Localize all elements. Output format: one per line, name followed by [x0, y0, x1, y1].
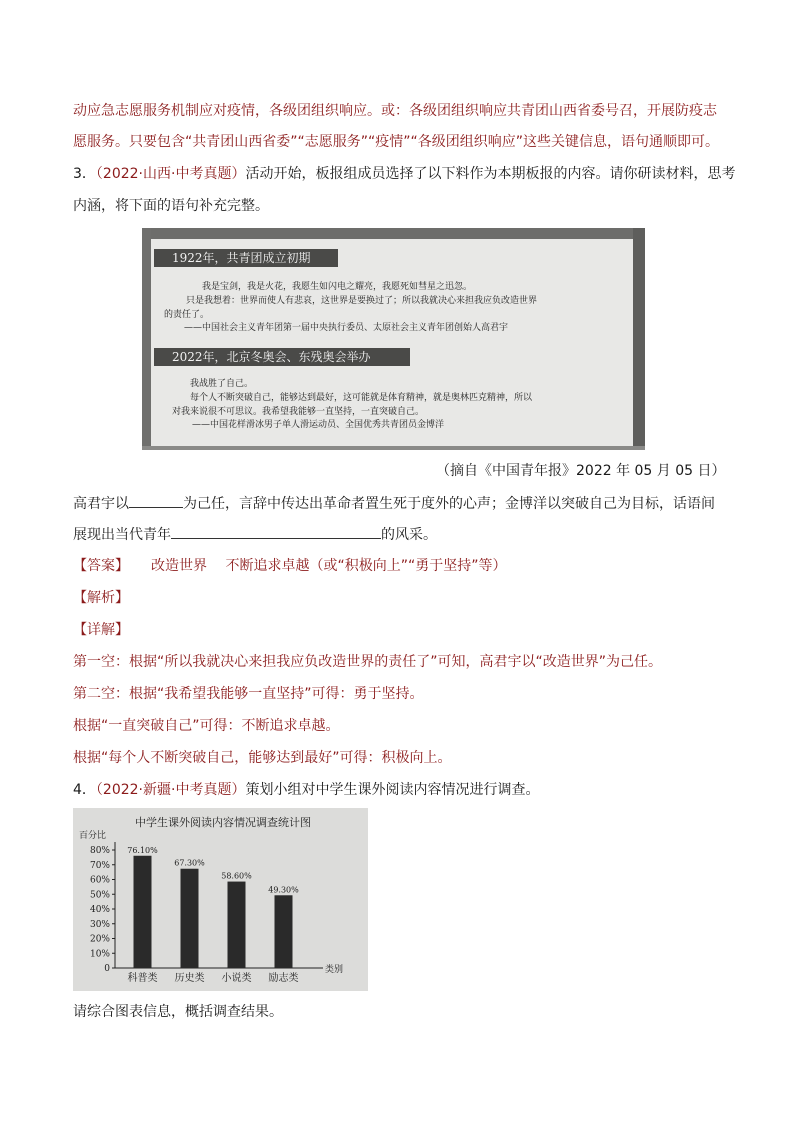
analysis-label: 【解析】: [73, 590, 129, 606]
chart-ylabel: 百分比: [79, 831, 107, 841]
chart-bar: [275, 895, 293, 968]
quote1-line-3: 的责任了。: [164, 310, 210, 320]
q4-number: 4．: [73, 782, 96, 798]
detail-label: 【详解】: [73, 622, 129, 638]
chart-bar: [228, 882, 246, 968]
chart-category-label: 励志类: [268, 973, 299, 984]
bar-chart-photo: [73, 808, 368, 991]
chart-y-tick-label: 40%: [89, 905, 110, 915]
detail-line-3: 根据“一直突破自己”可得：不断追求卓越。: [73, 718, 340, 734]
quote2-line-1: 我战胜了自己。: [190, 379, 254, 389]
clipping-frame-right: [633, 228, 645, 450]
detail-line-1: 第一空：根据“所以我就决心来担我应负改造世界的责任了”可知，高君宇以“改造世界”为己任。: [73, 654, 663, 670]
chart-y-tick-label: 80%: [89, 846, 110, 856]
prev-answer-line-2: 愿服务。只要包含“共青团山西省委”“志愿服务”“疫情”“各级团组织响应”这些关键信息，语句通顺即可。: [73, 134, 720, 150]
answer-text: 改造世界 不断追求卓越（或“积极向上”“勇于坚持”等）: [151, 558, 507, 574]
quote1-attribution: ——中国社会主义青年团第一届中央执行委员、太原社会主义青年团创始人高君宇: [184, 323, 509, 333]
chart-bar: [181, 869, 199, 968]
chart-y-tick-label: 60%: [89, 875, 110, 886]
quote2-line-2: 每个人不断突破自己，能够达到最好，这可能就是体育精神，就是奥林匹克精神，所以: [190, 393, 533, 403]
chart-data-label: 58.60%: [221, 871, 252, 881]
answer-line: [73, 556, 506, 576]
quote1-line-1: 我是宝剑，我是火花，我愿生如闪电之耀亮，我愿死如彗星之迅忽。: [202, 282, 473, 292]
chart-category-label: 历史类: [174, 973, 205, 984]
quote2-line-3: 对我来说很不可思议。我希望我能够一直坚持，一直突破自己。: [172, 407, 425, 417]
quote2-attribution: ——中国花样滑冰男子单人滑运动员、全国优秀共青团员金博洋: [192, 420, 445, 430]
fill-blank-1: [129, 493, 183, 508]
chart-bar: [134, 856, 152, 968]
prev-answer-line-1: 动应急志愿服务机制应对疫情，各级团组织响应。或：各级团组织响应共青团山西省委号召，开展防疫志: [73, 103, 717, 119]
clipping-banner-1922: 1922年，共青团成立初期: [154, 249, 338, 267]
quote1-line-2: 只是我想着：世界而使人有悲哀，这世界是要换过了；所以我就决心来担我应负改造世界: [186, 296, 538, 306]
chart-y-tick-label: 0: [104, 964, 110, 974]
chart-data-label: 76.10%: [127, 845, 158, 855]
q4-after-chart: 请综合图表信息，概括调查结果。: [73, 1004, 283, 1020]
q3-number: 3．: [73, 166, 96, 182]
detail-line-2: 第二空：根据“我希望我能够一直坚持”可得：勇于坚持。: [73, 686, 424, 702]
chart-category-label: 科普类: [127, 973, 158, 984]
clipping-frame-left: [142, 228, 151, 450]
chart-xlabel: 类别: [325, 965, 344, 975]
chart-data-label: 49.30%: [268, 885, 299, 895]
chart-title: 中学生课外阅读内容情况调查统计图: [135, 816, 311, 829]
q4-source: （2022·新疆·中考真题）: [95, 782, 246, 798]
q3-prompt-line-2: 内涵，将下面的语句补充完整。: [73, 198, 269, 214]
clipping-frame-top: [142, 228, 645, 239]
bar-chart: [73, 808, 368, 991]
detail-line-4: 根据“每个人不断突破自己，能够达到最好”可得：积极向上。: [73, 750, 452, 766]
citation: （摘自《中国青年报》2022 年 05 月 05 日）: [436, 463, 726, 479]
chart-y-tick-label: 70%: [89, 860, 110, 871]
q3-prompt-line-1: 3．（2022·山西·中考真题）活动开始，板报组成员选择了以下料作为本期板报的内容。请你研读材料，思考: [73, 166, 736, 182]
fill-blank-2: [171, 524, 381, 539]
chart-y-tick-label: 30%: [89, 919, 110, 930]
fill-line-1: 高君宇以 为己任，言辞中传达出革命者置生死于度外的心声；金博洋以突破自己为目标，话语间: [73, 493, 715, 514]
newspaper-clipping: [142, 228, 645, 450]
q4-prompt-line: 4．（2022·新疆·中考真题）策划小组对中学生课外阅读内容情况进行调查。: [73, 782, 540, 798]
answer-label: 【答案】: [73, 558, 129, 574]
clipping-frame-bottom: [142, 446, 645, 450]
q3-source: （2022·山西·中考真题）: [95, 166, 246, 182]
chart-data-label: 67.30%: [174, 858, 205, 868]
clipping-banner-2022: 2022年，北京冬奥会、东残奥会举办: [154, 348, 410, 366]
chart-y-tick-label: 20%: [89, 934, 110, 945]
chart-y-tick-label: 50%: [89, 890, 110, 901]
chart-y-tick-label: 10%: [89, 949, 110, 960]
fill-line-2: 展现出当代青年 的风采。: [73, 524, 437, 545]
chart-category-label: 小说类: [221, 973, 252, 984]
